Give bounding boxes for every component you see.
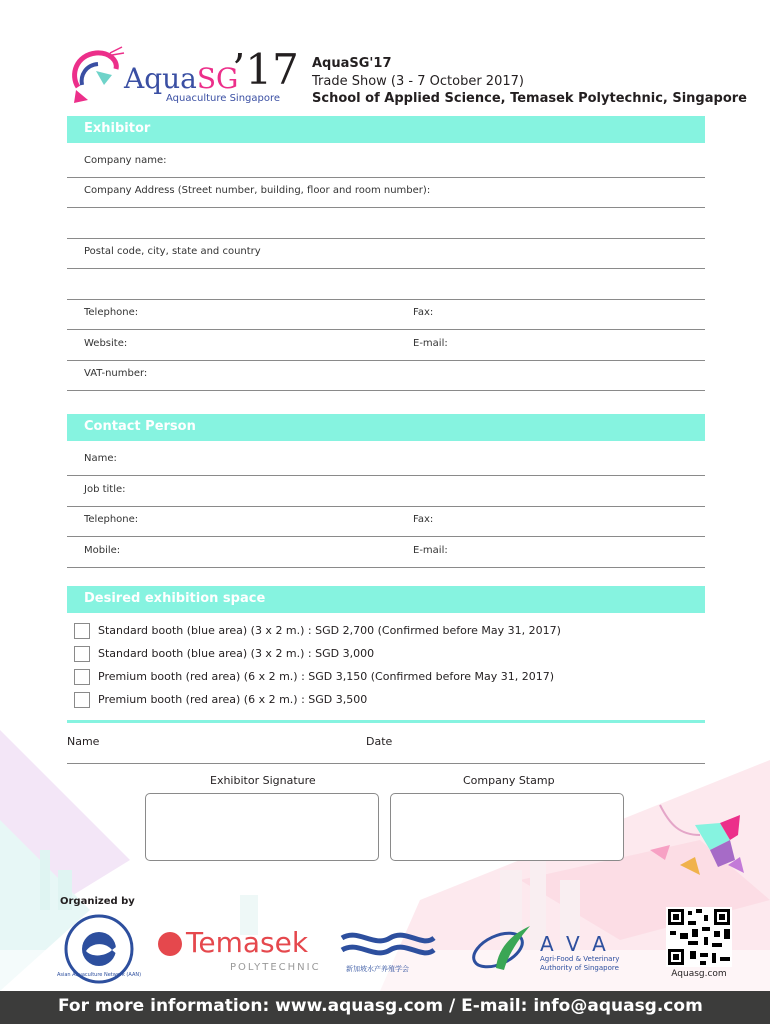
booth-option-1-label: Standard booth (blue area) (3 x 2 m.) : SGD 2,700 (Confirmed before May 31, 2017) bbox=[98, 624, 561, 637]
space-heading-band bbox=[67, 586, 705, 613]
qr-block[interactable] bbox=[664, 907, 734, 983]
footer-bar bbox=[0, 991, 770, 1024]
contact-email-label: E-mail: bbox=[413, 545, 448, 556]
sas-waves-icon bbox=[338, 928, 438, 962]
aan-logo bbox=[54, 914, 144, 984]
booth-option-3[interactable] bbox=[74, 668, 674, 686]
postal-label: Postal code, city, state and country bbox=[84, 246, 261, 257]
temasek-emblem-icon bbox=[158, 932, 182, 956]
stamp-label: Company Stamp bbox=[463, 774, 555, 787]
job-title-label: Job title: bbox=[84, 484, 126, 495]
contact-name-label: Name: bbox=[84, 453, 117, 464]
vat-label: VAT-number: bbox=[84, 368, 148, 379]
website-label: Website: bbox=[84, 338, 128, 349]
job-title-field[interactable] bbox=[67, 476, 705, 507]
postal-field[interactable] bbox=[67, 238, 705, 269]
shrimp-illustration-icon bbox=[640, 795, 750, 885]
temasek-logo bbox=[158, 926, 321, 976]
logo-tagline: Aquaculture Singapore bbox=[166, 93, 281, 104]
signature-box[interactable] bbox=[145, 793, 379, 861]
company-address-field[interactable] bbox=[67, 177, 705, 208]
contact-telephone-label: Telephone: bbox=[84, 514, 139, 525]
space-heading: Desired exhibition space bbox=[84, 591, 266, 606]
temasek-name: Temasek bbox=[186, 926, 309, 959]
logo-year: ’17 bbox=[232, 45, 299, 94]
stamp-box[interactable] bbox=[390, 793, 624, 861]
booth-option-1[interactable] bbox=[74, 622, 674, 640]
name-label: Name bbox=[67, 735, 100, 748]
aan-text: Asian Aquaculture Network (AAN) bbox=[56, 972, 142, 978]
booth-option-4-label: Premium booth (red area) (6 x 2 m.) : SGD 3,500 bbox=[98, 693, 368, 706]
booth-option-2[interactable] bbox=[74, 645, 674, 663]
contact-heading: Contact Person bbox=[84, 419, 196, 434]
company-address-label: Company Address (Street number, building, floor and room number): bbox=[84, 185, 431, 196]
exhibitor-email-label: E-mail: bbox=[413, 338, 448, 349]
aquasg-logo bbox=[66, 45, 299, 107]
temasek-sub: POLYTECHNIC bbox=[230, 962, 321, 973]
sas-logo bbox=[338, 928, 438, 978]
company-name-label: Company name: bbox=[84, 155, 167, 166]
logo-sg: SG bbox=[196, 62, 239, 95]
booth-option-1-checkbox[interactable] bbox=[74, 623, 90, 639]
section-divider bbox=[67, 720, 705, 723]
mobile-email-row[interactable] bbox=[67, 537, 705, 568]
company-address-line-2[interactable] bbox=[67, 208, 705, 239]
exhibitor-fax-label: Fax: bbox=[413, 307, 434, 318]
exhibitor-telephone-fax-row[interactable] bbox=[67, 299, 705, 330]
ava-sub-1: Agri-Food & Veterinary bbox=[540, 955, 620, 963]
header-title: AquaSG'17 bbox=[312, 56, 392, 71]
company-name-field[interactable] bbox=[67, 147, 705, 178]
contact-telephone-fax-row[interactable] bbox=[67, 506, 705, 537]
contact-name-field[interactable] bbox=[67, 445, 705, 476]
date-label: Date bbox=[366, 735, 393, 748]
sas-chinese-name: 新加坡水产养殖学会 bbox=[346, 965, 409, 973]
booth-option-4[interactable] bbox=[74, 691, 674, 709]
vat-field[interactable] bbox=[67, 360, 705, 391]
contact-heading-band bbox=[67, 414, 705, 441]
exhibitor-telephone-label: Telephone: bbox=[84, 307, 139, 318]
logo-aqua: Aqua bbox=[124, 62, 197, 95]
booth-option-2-label: Standard booth (blue area) (3 x 2 m.) : SGD 3,000 bbox=[98, 647, 375, 660]
ava-title: A V A bbox=[540, 932, 609, 956]
ava-swoosh-icon bbox=[468, 918, 538, 978]
mobile-label: Mobile: bbox=[84, 545, 121, 556]
contact-fax-label: Fax: bbox=[413, 514, 434, 525]
booth-option-2-checkbox[interactable] bbox=[74, 646, 90, 662]
shrimp-logo-icon bbox=[66, 45, 126, 105]
exhibitor-heading: Exhibitor bbox=[84, 121, 151, 136]
footer-text: For more information: www.aquasg.com / E-mail: info@aquasg.com bbox=[58, 996, 703, 1016]
signature-label: Exhibitor Signature bbox=[210, 774, 316, 787]
ava-logo bbox=[468, 918, 628, 978]
ava-sub-2: Authority of Singapore bbox=[540, 964, 619, 972]
website-email-row[interactable] bbox=[67, 330, 705, 361]
name-date-line[interactable] bbox=[67, 763, 705, 764]
organized-by-label: Organized by bbox=[60, 896, 135, 907]
booth-option-3-checkbox[interactable] bbox=[74, 669, 90, 685]
header-venue: School of Applied Science, Temasek Polytechnic, Singapore bbox=[312, 91, 747, 106]
qr-code-icon bbox=[666, 907, 732, 967]
qr-caption: Aquasg.com bbox=[671, 969, 727, 979]
booth-option-3-label: Premium booth (red area) (6 x 2 m.) : SGD 3,150 (Confirmed before May 31, 2017) bbox=[98, 670, 555, 683]
exhibitor-heading-band bbox=[67, 116, 705, 143]
booth-option-4-checkbox[interactable] bbox=[74, 692, 90, 708]
header-subtitle: Trade Show (3 - 7 October 2017) bbox=[312, 74, 524, 89]
postal-line-2[interactable] bbox=[67, 269, 705, 300]
